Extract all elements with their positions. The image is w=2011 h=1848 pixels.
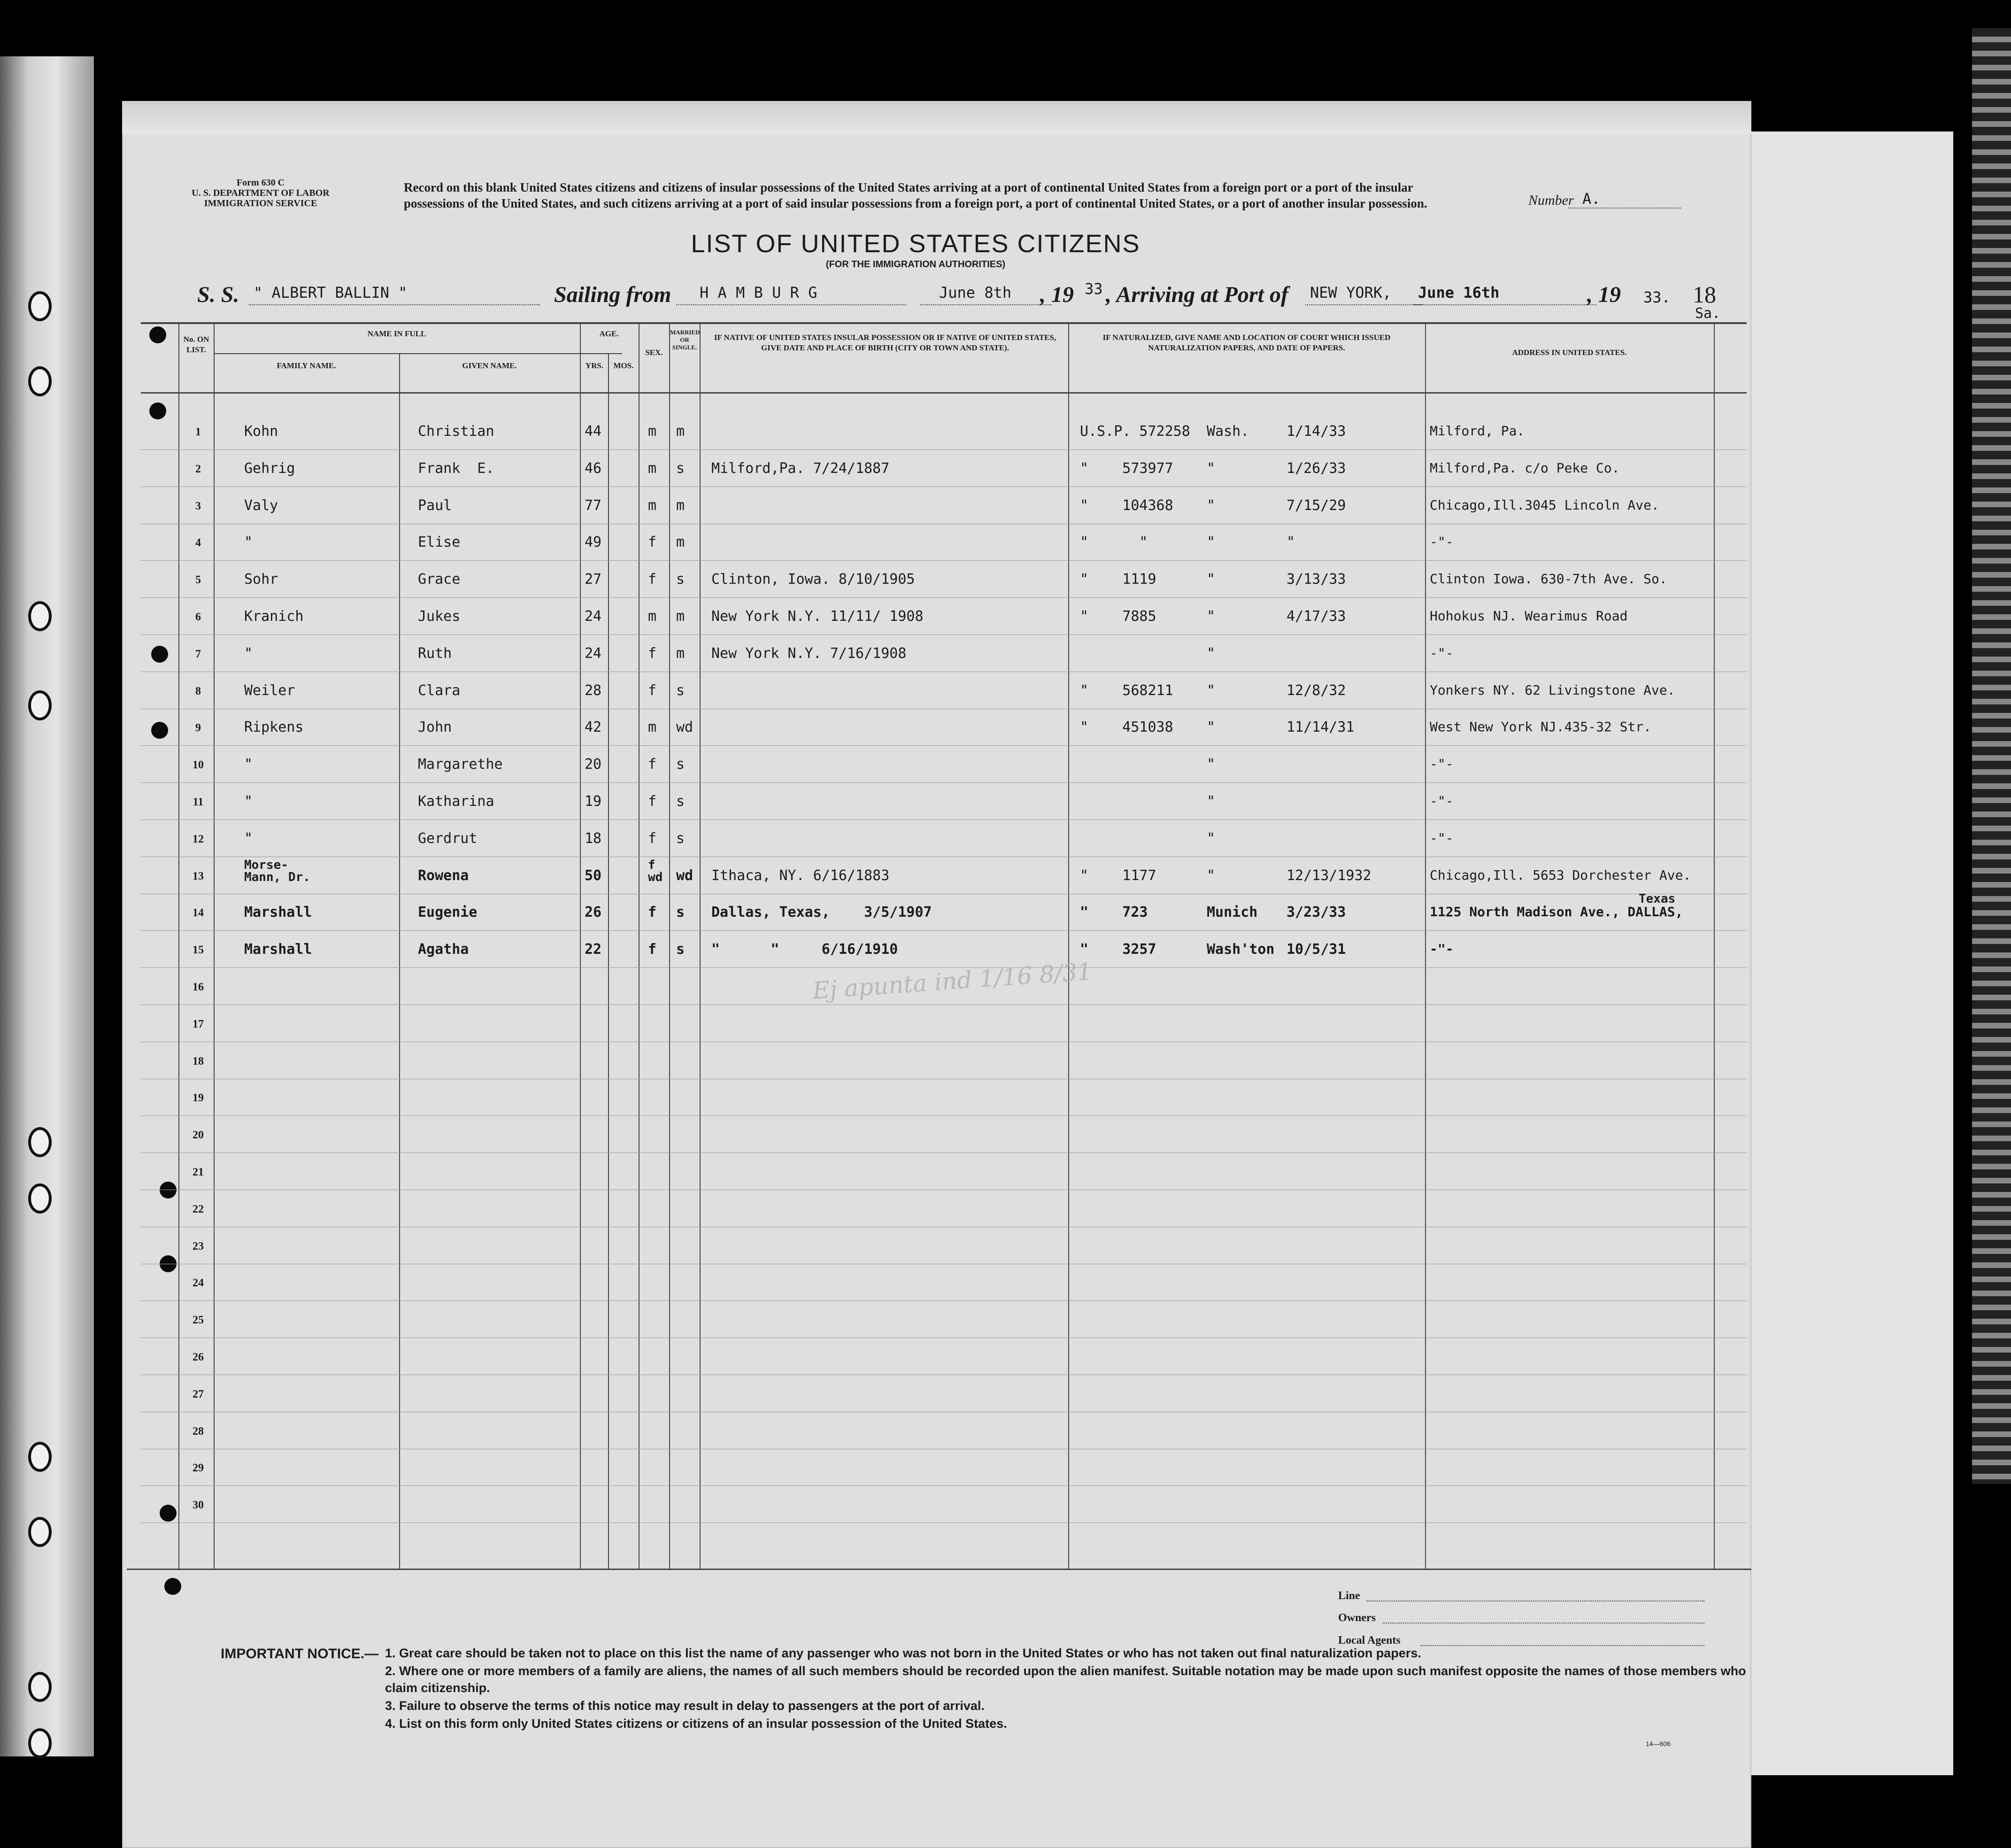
page-subtitle: (FOR THE IMMIGRATION AUTHORITIES) (825, 259, 1006, 270)
cell-birth: Milford,Pa. 7/24/1887 (711, 460, 890, 477)
cell-sex: m (648, 460, 657, 477)
notice-item: 4. List on this form only United States citizens or citizens of an insular possession of the United States. (385, 1717, 1007, 1731)
cell-given: Clara (418, 682, 461, 699)
col-header-family: FAMILY NAME. (277, 361, 336, 370)
cell-ms: m (676, 608, 685, 625)
sail-date-line (920, 304, 1052, 305)
cell-sex: f wd (648, 858, 663, 884)
cell-ms: wd (676, 867, 693, 884)
cell-sex: m (648, 497, 657, 514)
cell-given: Rowena (418, 867, 469, 884)
cell-nat-no: " 451038 (1080, 719, 1173, 736)
sail-year: 33 (1085, 280, 1103, 298)
col-header-married: MARRIED OR SINGLE. (670, 329, 700, 351)
cell-address: -"- (1430, 793, 1454, 809)
row-rule (141, 597, 1747, 598)
cell-sex: f (648, 534, 657, 551)
cell-ms: m (676, 534, 685, 551)
cell-nat-court: " (1207, 460, 1216, 477)
cell-family: " (244, 534, 253, 551)
cell-ms: s (676, 460, 685, 477)
punch-hole (149, 326, 166, 343)
cell-nat-no: " 3257 (1080, 941, 1156, 958)
cell-yrs: 49 (585, 534, 602, 551)
table-top-rule (141, 322, 1747, 324)
row-rule (141, 745, 1747, 746)
notice-item: 1. Great care should be taken not to place on this list the name of any passenger who was not born in the United States or who has not taken out final naturalization papers. (385, 1646, 1421, 1660)
cell-nat-court: " (1207, 571, 1216, 588)
col-rule (639, 322, 640, 1569)
binder-ring (28, 1517, 52, 1547)
number-value: A. (1582, 190, 1601, 208)
row-number: 8 (195, 685, 201, 697)
sail-year-prefix: , 19 (1040, 282, 1074, 307)
arrival-year: 33. (1643, 288, 1671, 306)
back-sheet (1737, 131, 1953, 1775)
cell-nat-date: 12/13/1932 (1287, 867, 1371, 884)
cell-given: Elise (418, 534, 461, 551)
cell-yrs: 28 (585, 682, 602, 699)
cell-family: Gehrig (244, 460, 295, 477)
number-line (1568, 208, 1681, 209)
cell-nat-court: " (1207, 793, 1216, 810)
sheet-top-edge (122, 101, 1751, 134)
notice-heading: IMPORTANT NOTICE.— (221, 1646, 379, 1662)
cell-family: " (244, 756, 253, 773)
row-number: 24 (193, 1277, 204, 1290)
row-number: 20 (193, 1129, 204, 1142)
binder-ring (28, 1183, 52, 1214)
row-number: 15 (193, 944, 204, 957)
arrival-port-line (1305, 304, 1423, 305)
col-header-mos: MOS. (613, 361, 634, 370)
cell-address: Yonkers NY. 62 Livingstone Ave. (1430, 682, 1675, 698)
arriving-label: , Arriving at Port of (1106, 282, 1288, 307)
row-rule (141, 634, 1747, 635)
cell-family: Ripkens (244, 719, 304, 736)
cell-address: -"- (1430, 830, 1454, 846)
cell-address: West New York NJ.435-32 Str. (1430, 719, 1652, 735)
cell-yrs: 18 (585, 830, 602, 847)
cell-sex: f (648, 904, 657, 921)
binder-ring (28, 366, 52, 396)
row-number: 11 (193, 796, 204, 808)
cell-birth: Clinton, Iowa. 8/10/1905 (711, 571, 915, 588)
cell-address: Chicago,Ill. 5653 Dorchester Ave. (1430, 867, 1691, 883)
cell-yrs: 44 (585, 423, 602, 440)
notice-list (385, 1645, 1747, 1733)
form-number: Form 630 C (236, 178, 285, 188)
cell-nat-date: 3/23/33 (1287, 904, 1346, 921)
cell-family: " (244, 830, 253, 847)
pencil-annotation: Ej apunta ind 1/16 8/31 (811, 958, 1093, 1005)
cell-sex: f (648, 571, 657, 588)
cell-sex: f (648, 830, 657, 847)
cell-nat-court: Munich (1207, 904, 1258, 921)
arrival-port: NEW YORK, (1310, 284, 1392, 302)
row-number: 26 (193, 1351, 204, 1363)
cell-given: Ruth (418, 645, 452, 662)
row-number: 27 (193, 1388, 204, 1400)
ss-label: S. S. (197, 282, 239, 307)
cell-family: Marshall (244, 904, 312, 921)
cell-family: Morse- Mann, Dr. (244, 858, 310, 884)
cell-address: -"- (1430, 645, 1454, 661)
col-header-address: ADDRESS IN UNITED STATES. (1512, 348, 1627, 357)
cell-yrs: 42 (585, 719, 602, 736)
service: IMMIGRATION SERVICE (204, 198, 317, 209)
binder-ring (28, 1728, 52, 1758)
address-note: Texas (1639, 892, 1676, 906)
cell-nat-court: " (1207, 682, 1216, 699)
binder-strip (0, 56, 94, 1756)
cell-given: Agatha (418, 941, 469, 958)
cell-ms: m (676, 423, 685, 440)
cell-ms: s (676, 571, 685, 588)
sailing-port: H A M B U R G (700, 284, 817, 302)
row-number: 18 (193, 1055, 204, 1067)
cell-yrs: 46 (585, 460, 602, 477)
row-rule (141, 1485, 1747, 1486)
col-header-native: IF NATIVE OF UNITED STATES INSULAR POSSESSION OR IF NATIVE OF UNITED STATES, GIVE DATE AND PLACE OF BIRTH (CITY OR TOWN AND STATE). (714, 333, 1056, 352)
col-rule (669, 322, 670, 1569)
cell-nat-court: Wash'ton (1207, 941, 1275, 958)
cell-sex: f (648, 645, 657, 662)
col-rule (608, 353, 609, 1569)
row-number: 29 (193, 1462, 204, 1475)
cell-ms: s (676, 682, 685, 699)
cell-ms: m (676, 645, 685, 662)
cell-nat-date: 10/5/31 (1287, 941, 1346, 958)
sheet-number: 18 (1693, 281, 1716, 308)
arrival-date: June 16th (1418, 284, 1500, 302)
owners-label: Owners (1338, 1612, 1376, 1624)
row-rule (141, 449, 1747, 450)
cell-nat-no: " 1177 (1080, 867, 1156, 884)
cell-nat-no: U.S.P. 572258 (1080, 423, 1190, 440)
sheet-suffix: Sa. (1695, 305, 1721, 322)
cell-yrs: 77 (585, 497, 602, 514)
row-number: 5 (195, 574, 201, 587)
cell-nat-date: 7/15/29 (1287, 497, 1346, 514)
cell-sex: m (648, 423, 657, 440)
binder-ring (28, 1442, 52, 1472)
cell-given: Margarethe (418, 756, 503, 773)
page-title: LIST OF UNITED STATES CITIZENS (691, 230, 1140, 258)
row-number: 22 (193, 1203, 204, 1215)
binder-ring (28, 1127, 52, 1157)
cell-address: Chicago,Ill.3045 Lincoln Ave. (1430, 497, 1659, 513)
cell-nat-no: " 723 (1080, 904, 1148, 921)
row-number: 10 (193, 759, 204, 772)
cell-family: " (244, 645, 253, 662)
cell-given: Grace (418, 571, 461, 588)
col-rule (1714, 322, 1715, 1569)
col-header-no: No. ON LIST. (183, 335, 209, 354)
line-label: Line (1338, 1590, 1360, 1602)
row-number: 14 (193, 907, 204, 920)
row-rule (141, 782, 1747, 783)
col-header-name: NAME IN FULL (367, 329, 426, 338)
cell-address: Milford, Pa. (1430, 423, 1525, 439)
cell-sex: m (648, 719, 657, 736)
col-rule (700, 322, 701, 1569)
form-code: 14—606 (1646, 1740, 1671, 1747)
cell-nat-date: 3/13/33 (1287, 571, 1346, 588)
row-number: 25 (193, 1314, 204, 1327)
punch-hole (151, 722, 168, 739)
cell-address: -"- (1430, 534, 1454, 550)
punch-hole (160, 1182, 177, 1198)
cell-address: Clinton Iowa. 630-7th Ave. So. (1430, 571, 1667, 587)
cell-birth: Dallas, Texas, 3/5/1907 (711, 904, 932, 921)
cell-given: Jukes (418, 608, 461, 625)
cell-ms: wd (676, 719, 693, 736)
cell-birth: New York N.Y. 11/11/ 1908 (711, 608, 924, 625)
cell-family: Valy (244, 497, 278, 514)
binder-ring (28, 690, 52, 720)
cell-birth: New York N.Y. 7/16/1908 (711, 645, 907, 662)
department: U. S. DEPARTMENT OF LABOR (192, 188, 330, 198)
cell-address: -"- (1430, 941, 1454, 957)
table-header-rule (141, 392, 1747, 394)
row-number: 21 (193, 1166, 204, 1178)
cell-sex: f (648, 793, 657, 810)
cell-yrs: 20 (585, 756, 602, 773)
notice-item: 2. Where one or more members of a family are aliens, the names of all such members should be recorded upon the alien manifest. Suitable notation may be made upon such manifest opposite the names of those members who claim citizenship. (385, 1664, 1746, 1695)
row-number: 30 (193, 1499, 204, 1512)
cell-nat-court: " (1207, 534, 1216, 551)
binder-ring (28, 291, 52, 321)
owners-field (1383, 1623, 1704, 1624)
row-number: 7 (195, 648, 201, 660)
cell-family: Marshall (244, 941, 312, 958)
agents-label: Local Agents (1338, 1634, 1401, 1647)
cell-sex: f (648, 941, 657, 958)
cell-nat-court: Wash. (1207, 423, 1249, 440)
cell-ms: s (676, 904, 685, 921)
binder-ring (28, 1672, 52, 1702)
cell-nat-court: " (1207, 719, 1216, 736)
cell-address: Milford,Pa. c/o Peke Co. (1430, 460, 1620, 476)
row-number: 23 (193, 1240, 204, 1253)
cell-nat-no: " 7885 (1080, 608, 1156, 625)
cell-given: Katharina (418, 793, 494, 810)
cell-given: Eugenie (418, 904, 478, 921)
punch-hole (160, 1505, 177, 1522)
col-rule (580, 322, 581, 1569)
cell-nat-no: " " (1080, 534, 1148, 551)
row-number: 9 (195, 722, 201, 735)
cell-yrs: 27 (585, 571, 602, 588)
cell-address: Hohokus NJ. Wearimus Road (1430, 608, 1628, 624)
cell-address: 1125 North Madison Ave., DALLAS, (1430, 904, 1683, 920)
cell-given: Christian (418, 423, 494, 440)
cell-nat-no: " 573977 (1080, 460, 1173, 477)
row-number: 19 (193, 1092, 204, 1105)
cell-given: Paul (418, 497, 452, 514)
col-header-age: AGE. (599, 329, 619, 338)
sailing-from-label: Sailing from (554, 282, 671, 307)
cell-yrs: 24 (585, 608, 602, 625)
cell-family: Sohr (244, 571, 278, 588)
row-number: 28 (193, 1425, 204, 1438)
cell-nat-court: " (1207, 645, 1216, 662)
adjacent-page-edge (1972, 28, 2011, 1484)
cell-birth: " " 6/16/1910 (711, 941, 898, 958)
sail-date: June 8th (939, 284, 1012, 302)
cell-yrs: 50 (585, 867, 602, 884)
col-header-naturalized: IF NATURALIZED, GIVE NAME AND LOCATION OF COURT WHICH ISSUED NATURALIZATION PAPERS, AND DATE OF PAPERS. (1102, 333, 1391, 352)
cell-family: Kohn (244, 423, 278, 440)
cell-nat-court: " (1207, 608, 1216, 625)
ship-line (249, 304, 540, 305)
col-header-sex: SEX. (645, 348, 663, 357)
cell-ms: s (676, 793, 685, 810)
row-rule (141, 1115, 1747, 1116)
row-number: 3 (195, 500, 201, 512)
cell-given: John (418, 719, 452, 736)
name-age-subrule (214, 353, 622, 354)
cell-nat-date: 4/17/33 (1287, 608, 1346, 625)
cell-given: Frank E. (418, 460, 494, 477)
row-number: 13 (193, 870, 204, 882)
cell-family: " (244, 793, 253, 810)
arrival-date-line (1413, 304, 1596, 305)
row-number: 6 (195, 611, 201, 623)
row-rule (141, 1152, 1747, 1153)
row-number: 17 (193, 1018, 204, 1030)
cell-yrs: 19 (585, 793, 602, 810)
cell-family: Weiler (244, 682, 295, 699)
cell-nat-court: " (1207, 830, 1216, 847)
cell-address: -"- (1430, 756, 1454, 772)
row-number: 1 (195, 426, 201, 438)
cell-yrs: 24 (585, 645, 602, 662)
arrival-year-prefix: , 19 (1587, 282, 1621, 307)
cell-nat-court: " (1207, 867, 1216, 884)
ship-name: " ALBERT BALLIN " (254, 284, 408, 302)
cell-ms: s (676, 941, 685, 958)
cell-yrs: 22 (585, 941, 602, 958)
number-label: Number (1528, 193, 1574, 208)
notice-item: 3. Failure to observe the terms of this notice may result in delay to passengers at the port of arrival. (385, 1699, 985, 1713)
col-rule (1425, 322, 1426, 1569)
row-number: 2 (195, 463, 201, 475)
col-header-given: GIVEN NAME. (462, 361, 517, 370)
cell-nat-no: " 104368 (1080, 497, 1173, 514)
binder-ring (28, 601, 52, 631)
row-number: 12 (193, 833, 204, 845)
cell-birth: Ithaca, NY. 6/16/1883 (711, 867, 890, 884)
row-rule (141, 1300, 1747, 1301)
col-header-yrs: YRS. (585, 361, 604, 370)
cell-ms: s (676, 830, 685, 847)
col-rule (1068, 322, 1069, 1569)
cell-yrs: 26 (585, 904, 602, 921)
cell-ms: s (676, 756, 685, 773)
cell-given: Gerdrut (418, 830, 478, 847)
cell-nat-no: " 568211 (1080, 682, 1173, 699)
cell-ms: m (676, 497, 685, 514)
cell-sex: f (648, 756, 657, 773)
sailing-port-line (676, 304, 906, 305)
cell-sex: m (648, 608, 657, 625)
cell-nat-date: 1/14/33 (1287, 423, 1346, 440)
cell-nat-court: " (1207, 497, 1216, 514)
row-rule (141, 560, 1747, 561)
cell-nat-date: 11/14/31 (1287, 719, 1355, 736)
cell-sex: f (648, 682, 657, 699)
record-instructions: Record on this blank United States citizens and citizens of insular possessions of the United States arriving at a port of continental United States from a foreign port or a port of the insular possessions of the United States, and such citizens arriving at a port of said insular possessions from a foreign port, a port of continental United States, or a port of another insular possession. (404, 180, 1427, 210)
col-rule (399, 353, 400, 1569)
cell-nat-date: 12/8/32 (1287, 682, 1346, 699)
punch-hole (149, 402, 166, 419)
cell-nat-court: " (1207, 756, 1216, 773)
form-info (183, 178, 338, 209)
punch-hole (164, 1578, 181, 1595)
punch-hole (151, 646, 168, 663)
cell-nat-date: 1/26/33 (1287, 460, 1346, 477)
row-number: 16 (193, 981, 204, 993)
cell-nat-no: " 1119 (1080, 571, 1156, 588)
cell-family: Kranich (244, 608, 304, 625)
cell-nat-date: " (1287, 534, 1295, 551)
row-number: 4 (195, 537, 201, 549)
table-bottom-rule (127, 1569, 1751, 1570)
row-rule (141, 930, 1747, 931)
